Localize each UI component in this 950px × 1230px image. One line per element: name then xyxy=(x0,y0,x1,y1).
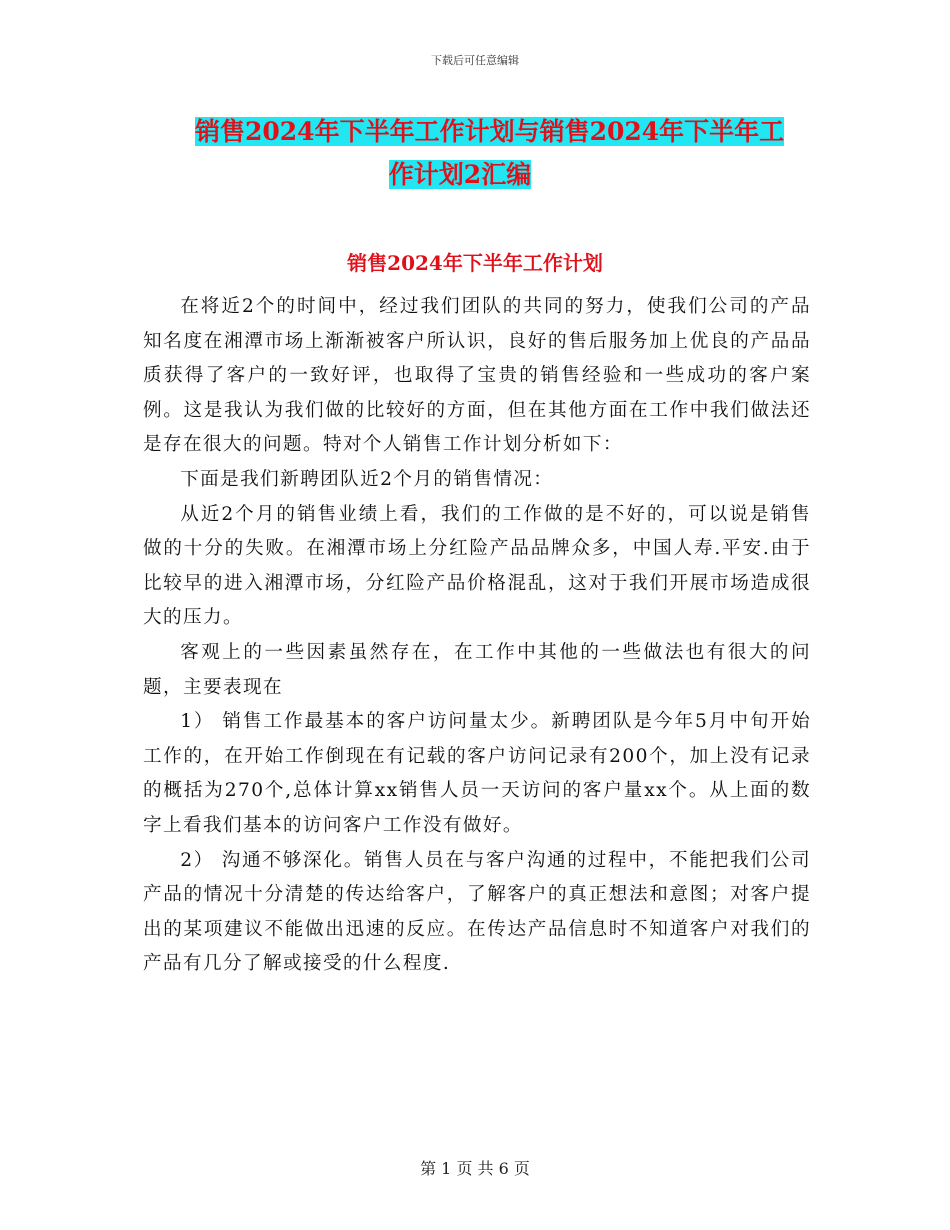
paragraph: 从近2个月的销售业绩上看，我们的工作做的是不好的，可以说是销售做的十分的失败。在湘潭市场上分红险产品品牌众多，中国人寿.平安.由于比较早的进入湘潭市场，分红险产品价格混乱，这对于我们开展市场造成很大的压力。 xyxy=(143,503,811,629)
title-line-2 xyxy=(195,153,815,196)
document-title xyxy=(195,110,815,196)
paragraph: 2） 沟通不够深化。销售人员在与客户沟通的过程中，不能把我们公司产品的情况十分清楚的传达给客户，了解客户的真正想法和意图；对客户提出的某项建议不能做出迅速的反应。在传达产品信息时不知道客户对我们的产品有几分了解或接受的什么程度. xyxy=(143,849,811,975)
paragraph: 下面是我们新聘团队近2个月的销售情况： xyxy=(180,468,554,490)
section-title: 销售2024年下半年工作计划 xyxy=(347,251,603,275)
page-footer: 第 1 页 共 6 页 xyxy=(420,1159,530,1178)
title-line-1-text: 销售2024年下半年工作计划与销售2024年下半年工 xyxy=(195,117,785,146)
page-header: 下载后可任意编辑 xyxy=(431,54,519,67)
title-line-1 xyxy=(195,110,815,153)
paragraph: 在将近2个的时间中，经过我们团队的共同的努力，使我们公司的产品知名度在湘潭市场上渐渐被客户所认识，良好的售后服务加上优良的产品品质获得了客户的一致好评，也取得了宝贵的销售经验和一些成功的客户案例。这是我认为我们做的比较好的方面，但在其他方面在工作中我们做法还是存在很大的问题。特对个人销售工作计划分析如下： xyxy=(143,296,811,456)
title-line-2-text: 作计划2汇编 xyxy=(388,160,532,189)
body-text xyxy=(143,290,811,982)
paragraph: 1） 销售工作最基本的客户访问量太少。新聘团队是今年5月中旬开始工作的，在开始工作倒现在有记载的客户访问记录有200个，加上没有记录的概括为270个,总体计算xx销售人员一天访问的客户量xx个。从上面的数字上看我们基本的访问客户工作没有做好。 xyxy=(143,711,811,836)
paragraph: 客观上的一些因素虽然存在，在工作中其他的一些做法也有很大的问题，主要表现在 xyxy=(143,641,811,698)
